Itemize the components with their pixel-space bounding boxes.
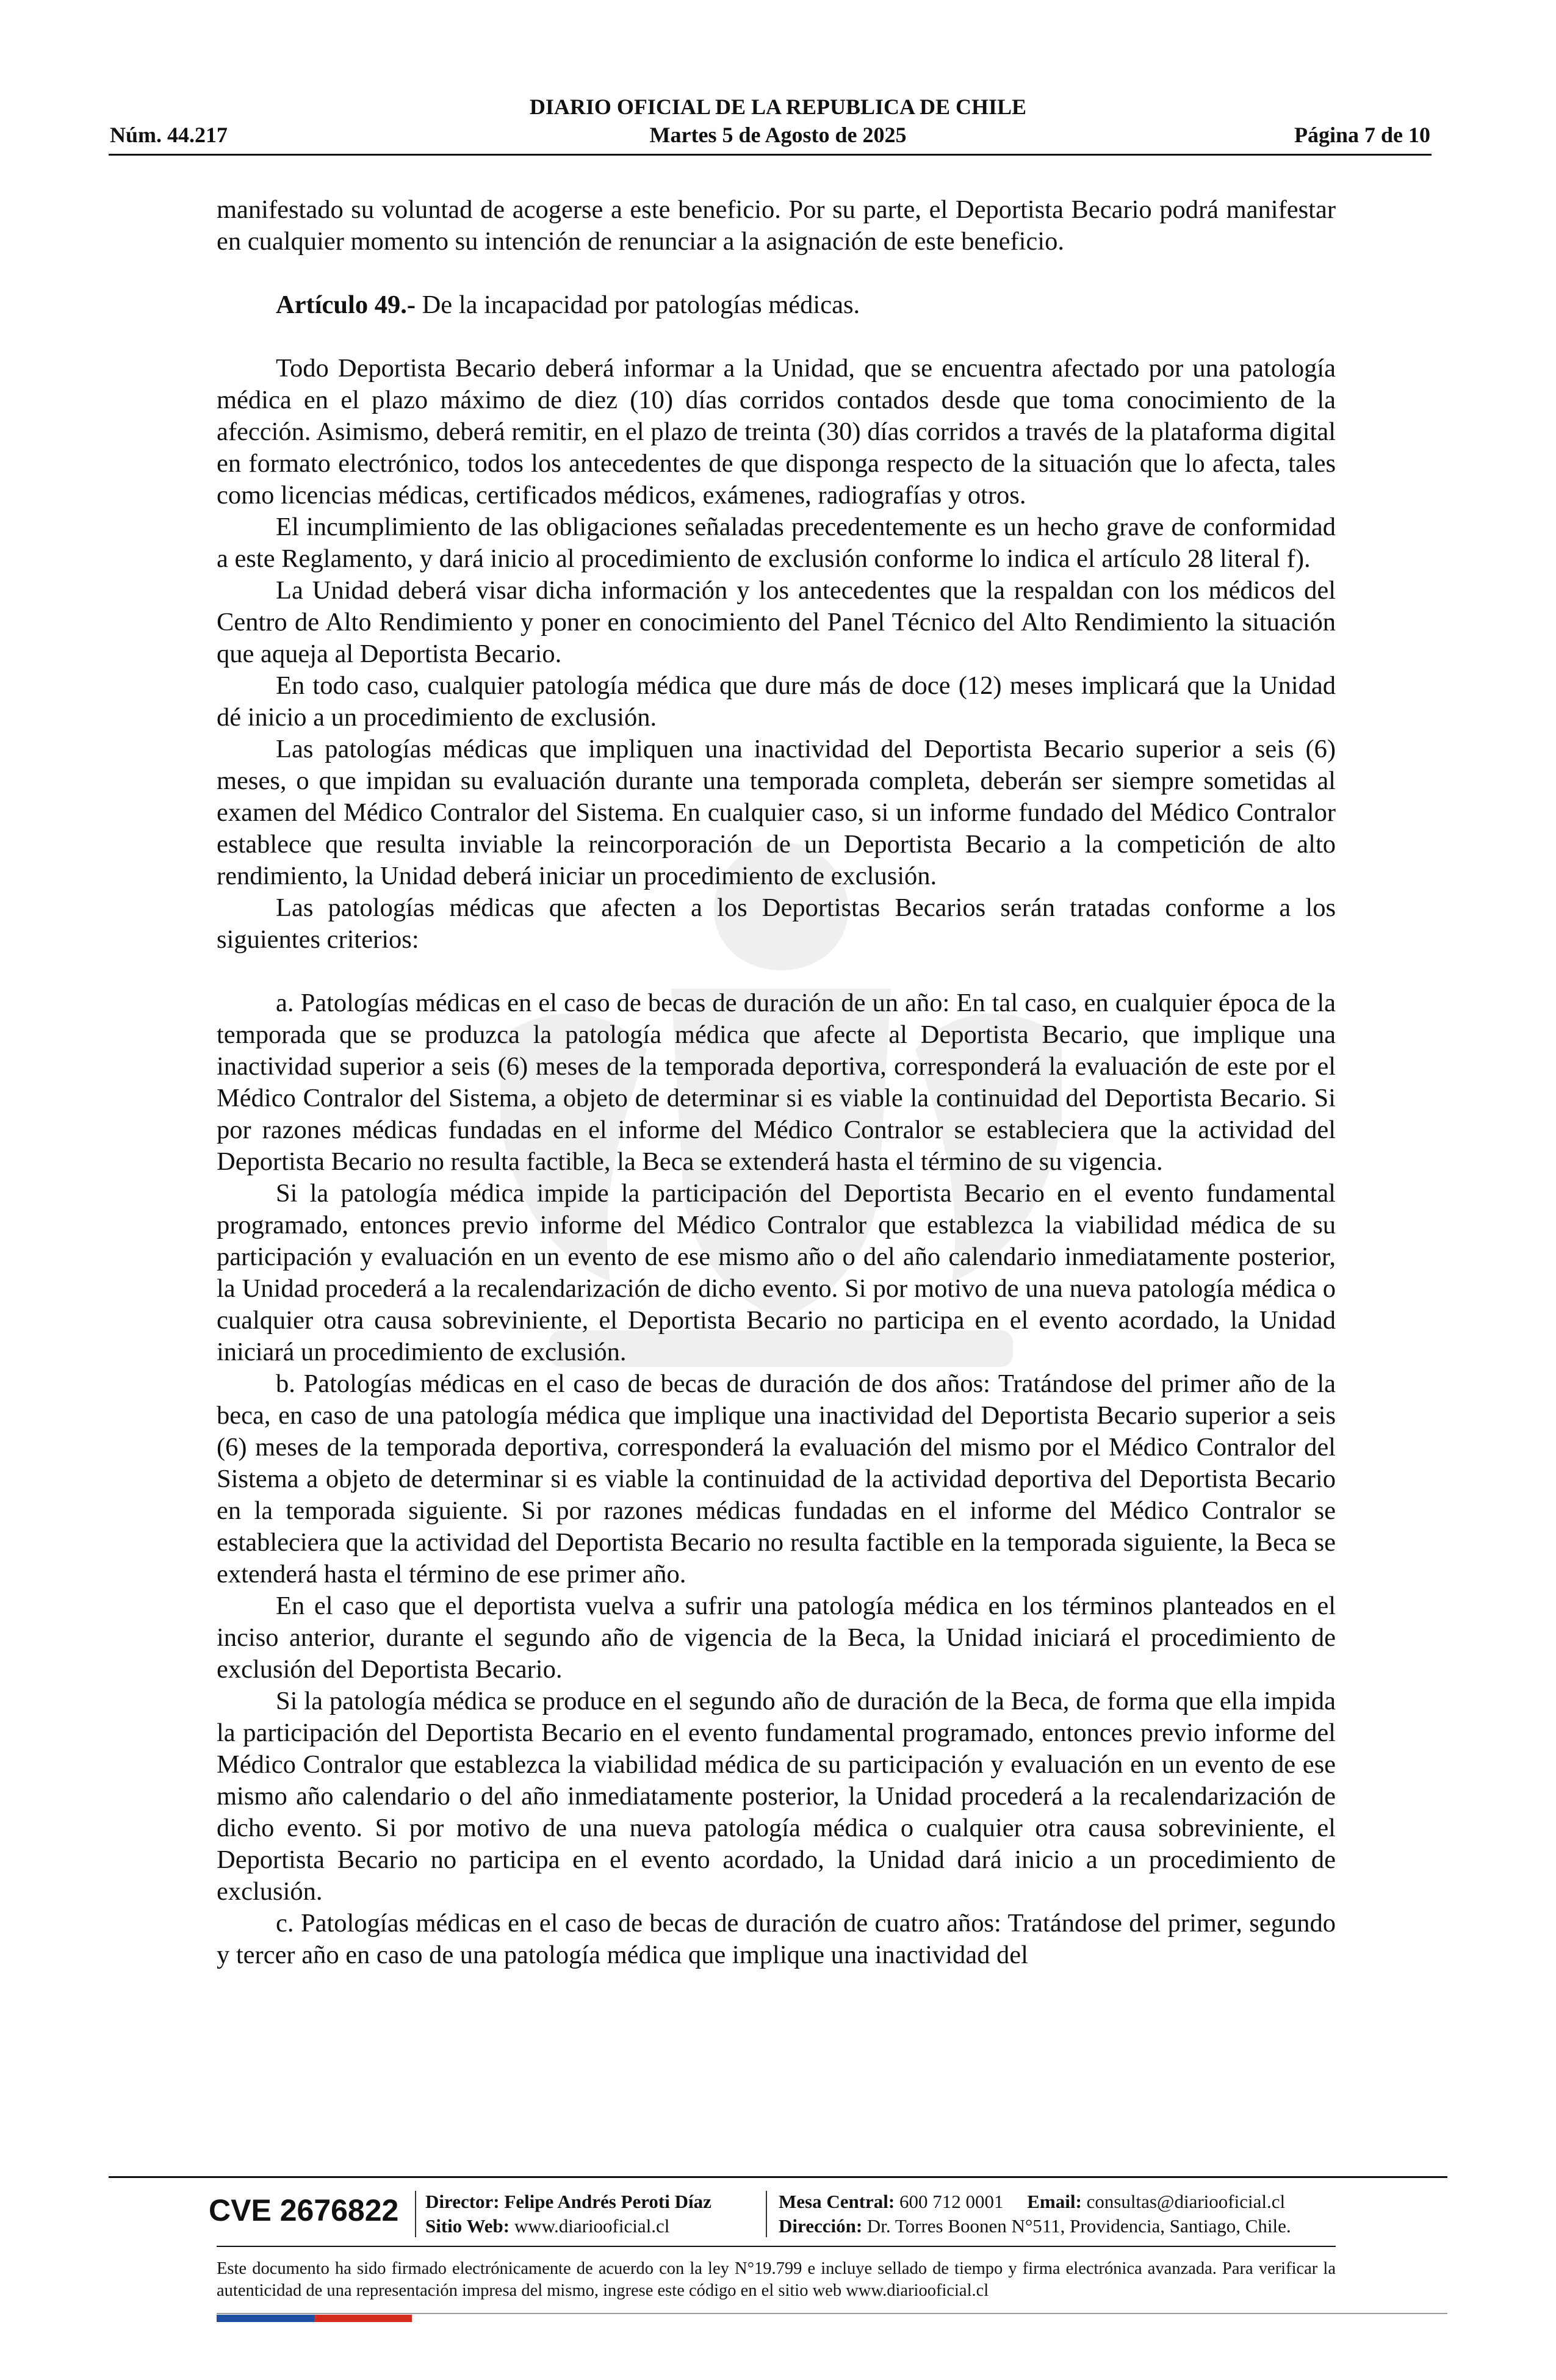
article-title: De la incapacidad por patologías médicas.	[415, 290, 860, 319]
list-item: b. Patologías médicas en el caso de becas de duración de dos años: Tratándose del primer año de la beca, en caso de una patología médica que implique una inactividad del Deportista Becario superior a seis (6) meses de la temporada deportiva, corresponderá la evaluación del mismo por el Médico Contralor del Sistema a objeto de determinar si es viable la continuidad de la actividad deportiva del Deportista Becario en la temporada siguiente. Si por razones médicas fundadas en el informe del Médico Contralor se estableciera que la actividad del Deportista Becario no resulta factible en la temporada siguiente, la Beca se extenderá hasta el término de ese primer año.	[217, 1369, 1336, 1588]
paragraph: La Unidad deberá visar dicha información y los antecedentes que la respaldan con los médicos del Centro de Alto Rendimiento y poner en conocimiento del Panel Técnico del Alto Rendimiento la situación que aqueja al Deportista Becario.	[217, 576, 1336, 668]
article-heading	[217, 289, 1336, 321]
footer-separator	[415, 2191, 416, 2237]
paragraph: En todo caso, cualquier patología médica que dure más de doce (12) meses implicará que la Unidad dé inicio a un procedimiento de exclusión.	[217, 671, 1336, 732]
paragraph: Si la patología médica se produce en el segundo año de duración de la Beca, de forma que ella impida la participación del Deportista Becario en el evento fundamental programado, entonces previo informe del Médico Contralor que establezca la viabilidad médica de su participación y evaluación en un evento de ese mismo año calendario o del año inmediatamente posterior, la Unidad procederá a la recalendarización de dicho evento. Si por motivo de una nueva patología médica o cualquier otra causa sobreviniente, el Deportista Becario no participa en el evento acordado, la Unidad dará inicio a un procedimiento de exclusión.	[217, 1687, 1336, 1906]
site-link[interactable]: www.diariooficial.cl	[510, 2215, 670, 2237]
list-item: a. Patologías médicas en el caso de becas de duración de un año: En tal caso, en cualquier época de la temporada que se produzca la patología médica que afecte al Deportista Becario, que implique una inactividad superior a seis (6) meses de la temporada deportiva, corresponderá la evaluación de este por el Médico Contralor del Sistema, a objeto de determinar si es viable la continuidad del Deportista Becario. Si por razones médicas fundadas en el informe del Médico Contralor se estableciera que la actividad del Deportista Becario no resulta factible, la Beca se extenderá hasta el término de su vigencia.	[217, 989, 1336, 1176]
footer-divider-mid	[217, 2246, 1336, 2247]
issue-date: Martes 5 de Agosto de 2025	[649, 123, 907, 147]
document-body	[217, 194, 1336, 1971]
site-label: Sitio Web:	[425, 2215, 510, 2237]
article-label: Artículo 49.-	[276, 290, 416, 319]
header-divider	[109, 154, 1432, 156]
paragraph: manifestado su voluntad de acogerse a este beneficio. Por su parte, el Deportista Becario podrá manifestar en cualquier momento su intención de renunciar a la asignación de este beneficio.	[217, 195, 1336, 256]
paragraph: Las patologías médicas que afecten a los Deportistas Becarios serán tratadas conforme a los siguientes criterios:	[217, 893, 1336, 954]
signature-note: Este documento ha sido firmado electrónicamente de acuerdo con la ley N°19.799 e incluye sellado de tiempo y firma electrónica avanzada. Para verificar la autenticidad de una representación impresa del mismo, ingrese este código en el sitio web www.diariooficial.cl	[217, 2259, 1336, 2300]
mesa-phone: 600 712 0001	[895, 2191, 1004, 2212]
paragraph: Todo Deportista Becario deberá informar a la Unidad, que se encuentra afectado por una patología médica en el plazo máximo de diez (10) días corridos contados desde que toma conocimiento de la afección. Asimismo, deberá remitir, en el plazo de treinta (30) días corridos a través de la plataforma digital en formato electrónico, todos los antecedentes de que disponga respecto de la situación que lo afecta, tales como licencias médicas, certificados médicos, exámenes, radiografías y otros.	[217, 354, 1336, 510]
footer-divider-bottom	[217, 2313, 1447, 2314]
email-link[interactable]: consultas@diariooficial.cl	[1081, 2191, 1286, 2212]
footer-contact-left	[425, 2190, 711, 2238]
page-number: Página 7 de 10	[1294, 123, 1430, 147]
address-label: Dirección:	[779, 2215, 863, 2237]
paragraph: Las patologías médicas que impliquen una inactividad del Deportista Becario superior a seis (6) meses, o que impidan su evaluación durante una temporada completa, deberán ser siempre sometidas al examen del Médico Contralor del Sistema. En cualquier caso, si un informe fundado del Médico Contralor establece que resulta inviable la reincorporación de un Deportista Becario a la competición de alto rendimiento, la Unidad deberá iniciar un procedimiento de exclusión.	[217, 735, 1336, 890]
list-item: c. Patologías médicas en el caso de becas de duración de cuatro años: Tratándose del primer, segundo y tercer año en caso de una patología médica que implique una inactividad del	[217, 1909, 1336, 1969]
paragraph: El incumplimiento de las obligaciones señaladas precedentemente es un hecho grave de conformidad a este Reglamento, y dará inicio al procedimiento de exclusión conforme lo indica el artículo 28 literal f).	[217, 513, 1336, 573]
footer-separator	[766, 2191, 767, 2237]
director-label: Director:	[425, 2191, 500, 2212]
footer-divider-top	[109, 2176, 1447, 2178]
address-value: Dr. Torres Boonen N°511, Providencia, Santiago, Chile.	[862, 2215, 1291, 2237]
paragraph: En el caso que el deportista vuelva a sufrir una patología médica en los términos planteados en el inciso anterior, durante el segundo año de vigencia de la Beca, la Unidad iniciará el procedimiento de exclusión del Deportista Becario.	[217, 1592, 1336, 1684]
newspaper-title: DIARIO OFICIAL DE LA REPUBLICA DE CHILE	[529, 95, 1027, 119]
paragraph: Si la patología médica impide la participación del Deportista Becario en el evento fundamental programado, entonces previo informe del Médico Contralor que establezca la viabilidad médica de su participación y evaluación en un evento de ese mismo año o del año calendario inmediatamente posterior, la Unidad procederá a la recalendarización de dicho evento. Si por motivo de una nueva patología médica o cualquier otra causa sobreviniente, el Deportista Becario no participa en el evento acordado, la Unidad iniciará un procedimiento de exclusión.	[217, 1179, 1336, 1366]
issue-number: Núm. 44.217	[110, 123, 228, 147]
cve-code: CVE 2676822	[209, 2193, 399, 2227]
director-name: Felipe Andrés Peroti Díaz	[499, 2191, 711, 2212]
footer-contact-right	[779, 2190, 1291, 2238]
flag-bar-blue	[217, 2315, 314, 2322]
flag-bar-red	[314, 2315, 412, 2322]
email-label: Email:	[1027, 2191, 1082, 2212]
mesa-label: Mesa Central:	[779, 2191, 895, 2212]
